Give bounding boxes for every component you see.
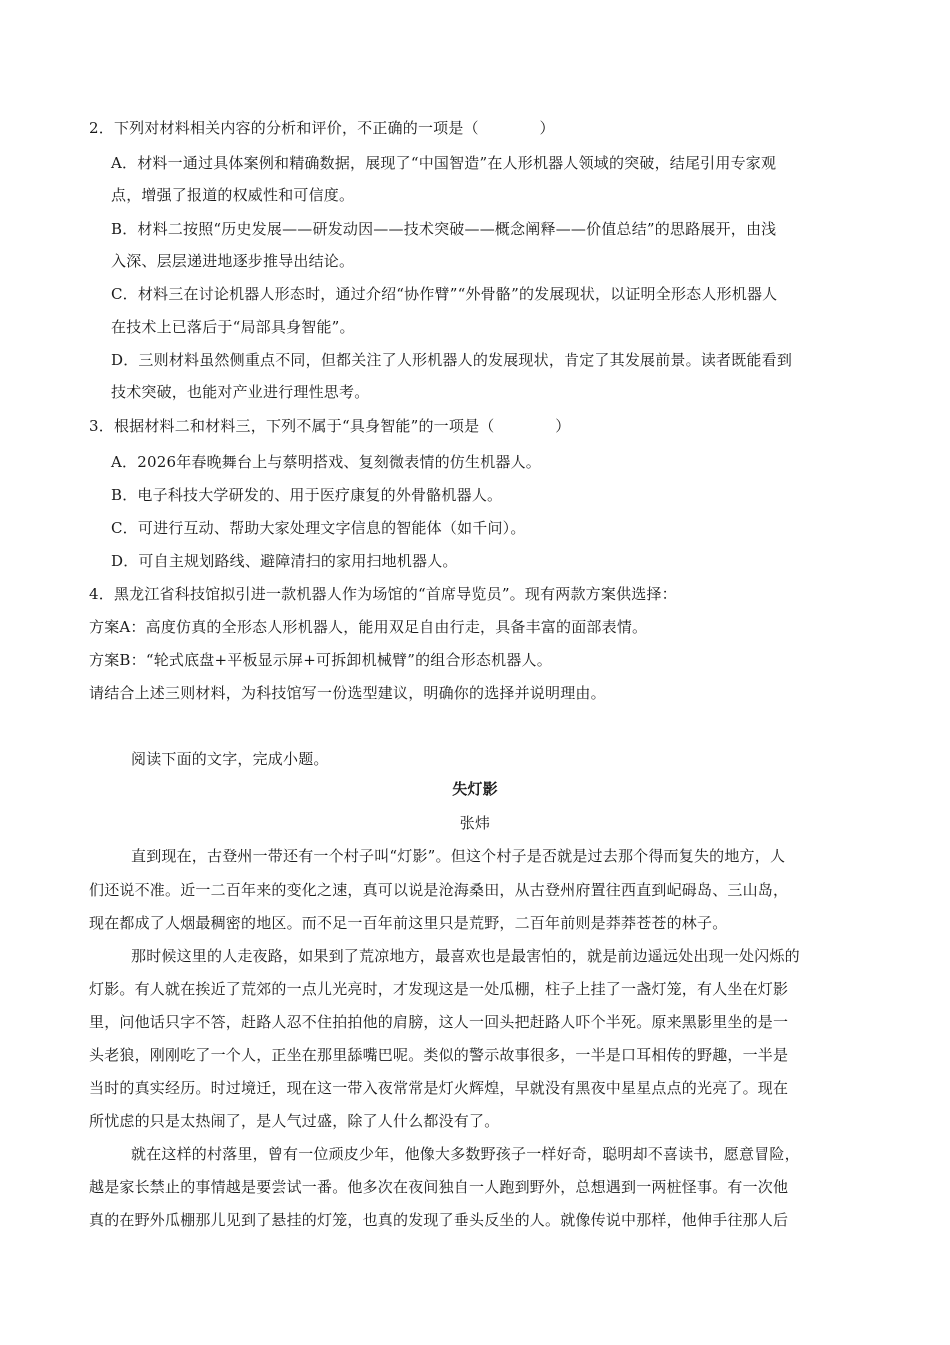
reading-instruction: 阅读下面的文字，完成小题。 [131,750,329,768]
q2-option-b-line1: B．材料二按照“历史发展——研发动因——技术突破——概念阐释——价值总结”的思路展开，由浅 [111,220,777,238]
passage-line: 越是家长禁止的事情越是要尝试一番。他多次在夜间独自一人跑到野外，总想遇到一两桩怪事。有一次他 [89,1178,789,1196]
question-3-stem: 3．根据材料二和材料三，下列不属于“具身智能”的一项是（ ） [89,417,571,435]
q3-option-b: B．电子科技大学研发的、用于医疗康复的外骨骼机器人。 [111,486,503,504]
passage-line: 直到现在，古登州一带还有一个村子叫“灯影”。但这个村子是否就是过去那个得而复失的地方，人 [131,847,786,865]
passage-title: 失灯影 [452,780,498,798]
passage-author: 张炜 [459,814,491,832]
q4-task: 请结合上述三则材料，为科技馆写一份选型建议，明确你的选择并说明理由。 [89,684,606,702]
passage-line: 真的在野外瓜棚那儿见到了悬挂的灯笼，也真的发现了垂头反坐的人。就像传说中那样，他伸手往那人后 [89,1211,789,1229]
q2-option-d-line1: D．三则材料虽然侧重点不同，但都关注了人形机器人的发展现状，肯定了其发展前景。读者既能看到 [111,351,793,369]
passage-line: 灯影。有人就在挨近了荒郊的一点儿光亮时，才发现这是一处瓜棚，柱子上挂了一盏灯笼，有人坐在灯影 [89,980,789,998]
q2-option-b-line2: 入深、层层递进地逐步推导出结论。 [111,252,355,270]
passage-line: 那时候这里的人走夜路，如果到了荒凉地方，最喜欢也是最害怕的，就是前边遥远处出现一处闪烁的 [131,947,800,965]
passage-line: 里，问他话只字不答，赶路人忍不住拍拍他的肩膀，这人一回头把赶路人吓个半死。原来黑影里坐的是一 [89,1013,789,1031]
q3-option-c: C．可进行互动、帮助大家处理文字信息的智能体（如千问）。 [111,519,526,537]
q3-option-a: A．2026年春晚舞台上与蔡明搭戏、复刻微表情的仿生机器人。 [111,453,542,471]
passage-line: 所忧虑的只是太热闹了，是人气过盛，除了人什么都没有了。 [89,1112,500,1130]
q2-option-c-line2: 在技术上已落后于“局部具身智能”。 [111,318,355,336]
q3-option-d: D．可自主规划路线、避障清扫的家用扫地机器人。 [111,552,458,570]
passage-line: 现在都成了人烟最稠密的地区。而不足一百年前这里只是荒野，二百年前则是莽莽苍苍的林子。 [89,914,728,932]
q4-plan-b: 方案B：“轮式底盘+平板显示屏+可拆卸机械臂”的组合形态机器人。 [89,651,552,669]
passage-line: 当时的真实经历。时过境迁，现在这一带入夜常常是灯火辉煌，早就没有黑夜中星星点点的光亮了。现在 [89,1079,789,1097]
passage-line: 就在这样的村落里，曾有一位顽皮少年，他像大多数野孩子一样好奇，聪明却不喜读书，愿意冒险， [131,1145,800,1163]
q2-option-d-line2: 技术突破，也能对产业进行理性思考。 [111,383,370,401]
q4-plan-a: 方案A：高度仿真的全形态人形机器人，能用双足自由行走，具备丰富的面部表情。 [89,618,648,636]
q2-option-a-line2: 点，增强了报道的权威性和可信度。 [111,186,355,204]
question-4-stem: 4．黑龙江省科技馆拟引进一款机器人作为场馆的“首席导览员”。现有两款方案供选择： [89,585,677,603]
q2-option-c-line1: C．材料三在讨论机器人形态时，通过介绍“协作臂”“外骨骼”的发展现状，以证明全形态人形机器人 [111,285,778,303]
q2-option-a-line1: A．材料一通过具体案例和精确数据，展现了“中国智造”在人形机器人领域的突破，结尾引用专家观 [111,154,777,172]
question-2-stem: 2．下列对材料相关内容的分析和评价，不正确的一项是（ ） [89,119,555,137]
passage-line: 头老狼，刚刚吃了一个人，正坐在那里舔嘴巴呢。类似的警示故事很多，一半是口耳相传的野趣，一半是 [89,1046,789,1064]
passage-line: 们还说不准。近一二百年来的变化之速，真可以说是沧海桑田，从古登州府置往西直到屺砪岛、三山岛， [89,881,789,899]
